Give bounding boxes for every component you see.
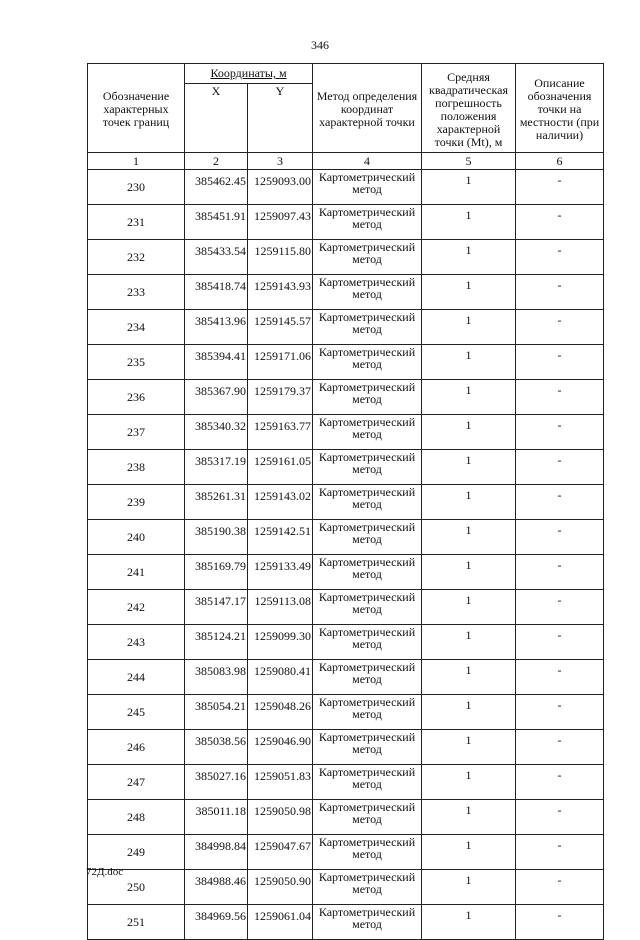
accuracy-cell: 1 <box>422 170 516 205</box>
x-coordinate-cell: 385433.54 <box>185 240 248 275</box>
table-row <box>88 450 604 485</box>
table-row <box>88 835 604 870</box>
point-id-cell: 251 <box>88 905 185 940</box>
description-cell: - <box>516 870 604 905</box>
point-id-cell: 230 <box>88 170 185 205</box>
point-id-cell: 248 <box>88 800 185 835</box>
method-cell: Картометрический метод <box>313 240 422 275</box>
x-coordinate-cell: 385190.38 <box>185 520 248 555</box>
column-number-row <box>88 153 604 170</box>
accuracy-cell: 1 <box>422 765 516 800</box>
point-id-cell: 233 <box>88 275 185 310</box>
description-cell: - <box>516 835 604 870</box>
table-row <box>88 590 604 625</box>
description-cell: - <box>516 380 604 415</box>
x-coordinate-cell: 385054.21 <box>185 695 248 730</box>
header-description: Описание обозначения точки на местности (при наличии) <box>516 64 604 153</box>
method-cell: Картометрический метод <box>313 695 422 730</box>
x-coordinate-cell: 385367.90 <box>185 380 248 415</box>
table-row <box>88 555 604 590</box>
x-coordinate-cell: 385340.32 <box>185 415 248 450</box>
header-coordinates-label: Координаты, м <box>210 66 287 80</box>
y-coordinate-cell: 1259046.90 <box>248 730 313 765</box>
point-id-cell: 236 <box>88 380 185 415</box>
table-row <box>88 520 604 555</box>
description-cell: - <box>516 660 604 695</box>
accuracy-cell: 1 <box>422 415 516 450</box>
method-cell: Картометрический метод <box>313 310 422 345</box>
table-body <box>88 170 604 940</box>
table-row <box>88 765 604 800</box>
y-coordinate-cell: 1259133.49 <box>248 555 313 590</box>
y-coordinate-cell: 1259097.43 <box>248 205 313 240</box>
description-cell: - <box>516 765 604 800</box>
column-number: 1 <box>88 153 185 170</box>
y-coordinate-cell: 1259145.57 <box>248 310 313 345</box>
table-row <box>88 415 604 450</box>
accuracy-cell: 1 <box>422 205 516 240</box>
x-coordinate-cell: 385124.21 <box>185 625 248 660</box>
accuracy-cell: 1 <box>422 450 516 485</box>
accuracy-cell: 1 <box>422 870 516 905</box>
header-x: X <box>185 84 248 153</box>
point-id-cell: 245 <box>88 695 185 730</box>
method-cell: Картометрический метод <box>313 800 422 835</box>
y-coordinate-cell: 1259143.02 <box>248 485 313 520</box>
method-cell: Картометрический метод <box>313 415 422 450</box>
table-row <box>88 240 604 275</box>
table-row <box>88 625 604 660</box>
footer-filename: 72Д.doc <box>86 866 124 878</box>
table-row <box>88 870 604 905</box>
point-id-cell: 242 <box>88 590 185 625</box>
method-cell: Картометрический метод <box>313 905 422 940</box>
table-row <box>88 905 604 940</box>
header-y: Y <box>248 84 313 153</box>
x-coordinate-cell: 384988.46 <box>185 870 248 905</box>
accuracy-cell: 1 <box>422 275 516 310</box>
y-coordinate-cell: 1259061.04 <box>248 905 313 940</box>
x-coordinate-cell: 385147.17 <box>185 590 248 625</box>
description-cell: - <box>516 415 604 450</box>
accuracy-cell: 1 <box>422 625 516 660</box>
accuracy-cell: 1 <box>422 345 516 380</box>
description-cell: - <box>516 590 604 625</box>
method-cell: Картометрический метод <box>313 205 422 240</box>
method-cell: Картометрический метод <box>313 870 422 905</box>
x-coordinate-cell: 385169.79 <box>185 555 248 590</box>
description-cell: - <box>516 800 604 835</box>
point-id-cell: 231 <box>88 205 185 240</box>
description-cell: - <box>516 520 604 555</box>
header-coordinates <box>185 64 313 84</box>
method-cell: Картометрический метод <box>313 835 422 870</box>
description-cell: - <box>516 450 604 485</box>
header-point: Обозначение характерных точек границ <box>88 64 185 153</box>
accuracy-cell: 1 <box>422 485 516 520</box>
description-cell: - <box>516 310 604 345</box>
table-row <box>88 275 604 310</box>
x-coordinate-cell: 385413.96 <box>185 310 248 345</box>
accuracy-cell: 1 <box>422 590 516 625</box>
table-row <box>88 205 604 240</box>
table-row <box>88 345 604 380</box>
y-coordinate-cell: 1259080.41 <box>248 660 313 695</box>
y-coordinate-cell: 1259047.67 <box>248 835 313 870</box>
method-cell: Картометрический метод <box>313 520 422 555</box>
y-coordinate-cell: 1259163.77 <box>248 415 313 450</box>
description-cell: - <box>516 555 604 590</box>
accuracy-cell: 1 <box>422 555 516 590</box>
method-cell: Картометрический метод <box>313 555 422 590</box>
y-coordinate-cell: 1259179.37 <box>248 380 313 415</box>
x-coordinate-cell: 385394.41 <box>185 345 248 380</box>
y-coordinate-cell: 1259050.90 <box>248 870 313 905</box>
description-cell: - <box>516 485 604 520</box>
header-method: Метод определения координат характерной точки <box>313 64 422 153</box>
table-row <box>88 660 604 695</box>
description-cell: - <box>516 240 604 275</box>
y-coordinate-cell: 1259093.00 <box>248 170 313 205</box>
point-id-cell: 241 <box>88 555 185 590</box>
table-row <box>88 730 604 765</box>
table-row <box>88 170 604 205</box>
accuracy-cell: 1 <box>422 695 516 730</box>
method-cell: Картометрический метод <box>313 380 422 415</box>
method-cell: Картометрический метод <box>313 765 422 800</box>
y-coordinate-cell: 1259113.08 <box>248 590 313 625</box>
accuracy-cell: 1 <box>422 835 516 870</box>
description-cell: - <box>516 205 604 240</box>
point-id-cell: 239 <box>88 485 185 520</box>
x-coordinate-cell: 384969.56 <box>185 905 248 940</box>
point-id-cell: 237 <box>88 415 185 450</box>
description-cell: - <box>516 275 604 310</box>
column-number: 2 <box>185 153 248 170</box>
table-row <box>88 695 604 730</box>
y-coordinate-cell: 1259171.06 <box>248 345 313 380</box>
table-row <box>88 380 604 415</box>
column-number: 4 <box>313 153 422 170</box>
column-number: 6 <box>516 153 604 170</box>
accuracy-cell: 1 <box>422 240 516 275</box>
accuracy-cell: 1 <box>422 905 516 940</box>
method-cell: Картометрический метод <box>313 660 422 695</box>
method-cell: Картометрический метод <box>313 625 422 660</box>
y-coordinate-cell: 1259099.30 <box>248 625 313 660</box>
description-cell: - <box>516 695 604 730</box>
x-coordinate-cell: 385083.98 <box>185 660 248 695</box>
method-cell: Картометрический метод <box>313 730 422 765</box>
table-row <box>88 310 604 345</box>
method-cell: Картометрический метод <box>313 485 422 520</box>
column-number: 5 <box>422 153 516 170</box>
point-id-cell: 235 <box>88 345 185 380</box>
y-coordinate-cell: 1259143.93 <box>248 275 313 310</box>
description-cell: - <box>516 170 604 205</box>
x-coordinate-cell: 385317.19 <box>185 450 248 485</box>
x-coordinate-cell: 385418.74 <box>185 275 248 310</box>
accuracy-cell: 1 <box>422 800 516 835</box>
description-cell: - <box>516 345 604 380</box>
description-cell: - <box>516 905 604 940</box>
table-row <box>88 800 604 835</box>
point-id-cell: 244 <box>88 660 185 695</box>
point-id-cell: 246 <box>88 730 185 765</box>
point-id-cell: 232 <box>88 240 185 275</box>
point-id-cell: 243 <box>88 625 185 660</box>
method-cell: Картометрический метод <box>313 345 422 380</box>
x-coordinate-cell: 384998.84 <box>185 835 248 870</box>
header-accuracy: Средняя квадратическая погрешность положения характерной точки (Mt), м <box>422 64 516 153</box>
y-coordinate-cell: 1259048.26 <box>248 695 313 730</box>
table-row <box>88 485 604 520</box>
method-cell: Картометрический метод <box>313 450 422 485</box>
accuracy-cell: 1 <box>422 730 516 765</box>
point-id-cell: 234 <box>88 310 185 345</box>
x-coordinate-cell: 385027.16 <box>185 765 248 800</box>
point-id-cell: 240 <box>88 520 185 555</box>
accuracy-cell: 1 <box>422 310 516 345</box>
y-coordinate-cell: 1259051.83 <box>248 765 313 800</box>
y-coordinate-cell: 1259161.05 <box>248 450 313 485</box>
y-coordinate-cell: 1259115.80 <box>248 240 313 275</box>
accuracy-cell: 1 <box>422 520 516 555</box>
page-number: 346 <box>311 38 329 52</box>
method-cell: Картометрический метод <box>313 170 422 205</box>
description-cell: - <box>516 625 604 660</box>
method-cell: Картометрический метод <box>313 590 422 625</box>
y-coordinate-cell: 1259050.98 <box>248 800 313 835</box>
point-id-cell: 249 <box>88 835 185 870</box>
y-coordinate-cell: 1259142.51 <box>248 520 313 555</box>
method-cell: Картометрический метод <box>313 275 422 310</box>
x-coordinate-cell: 385261.31 <box>185 485 248 520</box>
x-coordinate-cell: 385011.18 <box>185 800 248 835</box>
point-id-cell: 250 <box>88 870 185 905</box>
x-coordinate-cell: 385462.45 <box>185 170 248 205</box>
accuracy-cell: 1 <box>422 660 516 695</box>
accuracy-cell: 1 <box>422 380 516 415</box>
x-coordinate-cell: 385451.91 <box>185 205 248 240</box>
x-coordinate-cell: 385038.56 <box>185 730 248 765</box>
coordinates-table <box>87 63 604 940</box>
point-id-cell: 247 <box>88 765 185 800</box>
description-cell: - <box>516 730 604 765</box>
column-number: 3 <box>248 153 313 170</box>
point-id-cell: 238 <box>88 450 185 485</box>
